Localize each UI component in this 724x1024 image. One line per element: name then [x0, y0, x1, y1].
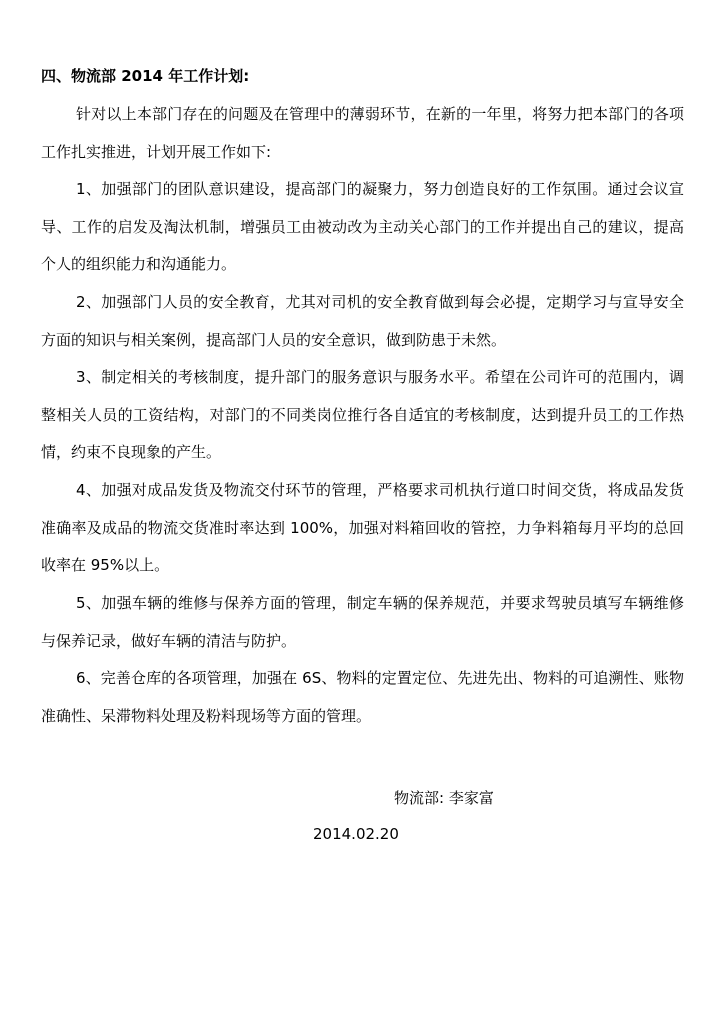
- plan-item-2: 2、加强部门人员的安全教育，尤其对司机的安全教育做到每会必提，定期学习与宣导安全方面的知识与相关案例，提高部门人员的安全意识，做到防患于未然。: [41, 293, 684, 349]
- section-heading: 四、物流部 2014 年工作计划:: [41, 67, 250, 85]
- plan-item-6: 6、完善仓库的各项管理，加强在 6S、物料的定置定位、先进先出、物料的可追溯性、账物准确性、呆滞物料处理及粉料现场等方面的管理。: [41, 669, 684, 725]
- plan-item-3: 3、制定相关的考核制度，提升部门的服务意识与服务水平。希望在公司许可的范围内，调整相关人员的工资结构，对部门的不同类岗位推行各自适宜的考核制度，达到提升员工的工作热情，约束不良现象的产生。: [41, 368, 684, 461]
- plan-item-5: 5、加强车辆的维修与保养方面的管理，制定车辆的保养规范，并要求驾驶员填写车辆维修与保养记录，做好车辆的清洁与防护。: [41, 594, 684, 650]
- signature-date: 2014.02.20: [313, 825, 399, 843]
- plan-item-4: 4、加强对成品发货及物流交付环节的管理，严格要求司机执行道口时间交货，将成品发货准确率及成品的物流交货准时率达到 100%，加强对料箱回收的管控，力争料箱每月平均的总回收率在 95%以上。: [41, 481, 684, 574]
- plan-item-1: 1、加强部门的团队意识建设，提高部门的凝聚力，努力创造良好的工作氛围。通过会议宣导、工作的启发及淘汰机制，增强员工由被动改为主动关心部门的工作并提出自己的建议，提高个人的组织能力和沟通能力。: [41, 180, 684, 273]
- signature-department: 物流部: 李家富: [394, 789, 494, 807]
- intro-paragraph: 针对以上本部门存在的问题及在管理中的薄弱环节，在新的一年里，将努力把本部门的各项工作扎实推进，计划开展工作如下:: [41, 105, 684, 161]
